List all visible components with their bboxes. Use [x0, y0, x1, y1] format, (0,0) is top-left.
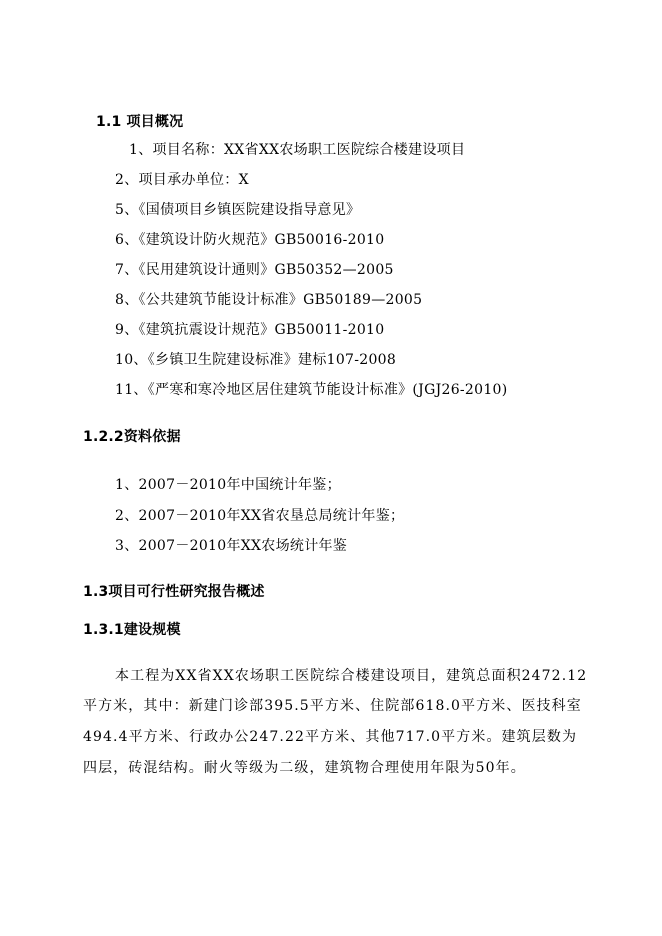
list-item-source-3: 3、2007－2010年XX农场统计年鉴: [115, 538, 348, 554]
heading-1-3-1: 1.3.1建设规模: [83, 622, 181, 638]
list-item-source-2: 2、2007－2010年XX省农垦总局统计年鉴；: [115, 508, 405, 524]
heading-1-1: 1.1 项目概况: [96, 114, 184, 130]
heading-1-3: 1.3项目可行性研究报告概述: [83, 584, 265, 600]
list-item-ref-8: 8、《公共建筑节能设计标准》GB50189—2005: [115, 292, 423, 308]
list-item-source-1: 1、2007－2010年中国统计年鉴；: [115, 477, 341, 493]
paragraph-line-4: 四层，砖混结构。耐火等级为二级，建筑物合理使用年限为50年。: [83, 760, 526, 776]
list-item-ref-10: 10、《乡镇卫生院建设标准》建标107-2008: [115, 352, 397, 368]
list-item-ref-7: 7、《民用建筑设计通则》GB50352—2005: [115, 262, 394, 278]
list-item-ref-9: 9、《建筑抗震设计规范》GB50011-2010: [115, 322, 385, 338]
list-item-ref-6: 6、《建筑设计防火规范》GB50016-2010: [115, 232, 385, 248]
list-item-ref-11: 11、《严寒和寒冷地区居住建筑节能设计标准》(JGJ26-2010): [115, 382, 508, 398]
paragraph-line-3: 494.4平方米、行政办公247.22平方米、其他717.0平方米。建筑层数为: [83, 729, 578, 745]
list-item-ref-5: 5、《国债项目乡镇医院建设指导意见》: [115, 202, 361, 218]
heading-1-2-2: 1.2.2资料依据: [83, 429, 181, 445]
list-item-sponsor: 2、项目承办单位：X: [115, 172, 249, 188]
list-item-project-name: 1、项目名称：XX省XX农场职工医院综合楼建设项目: [129, 142, 466, 158]
paragraph-line-1: 本工程为XX省XX农场职工医院综合楼建设项目，建筑总面积2472.12: [115, 668, 588, 684]
paragraph-line-2: 平方米，其中：新建门诊部395.5平方米、住院部618.0平方米、医技科室: [83, 698, 582, 714]
